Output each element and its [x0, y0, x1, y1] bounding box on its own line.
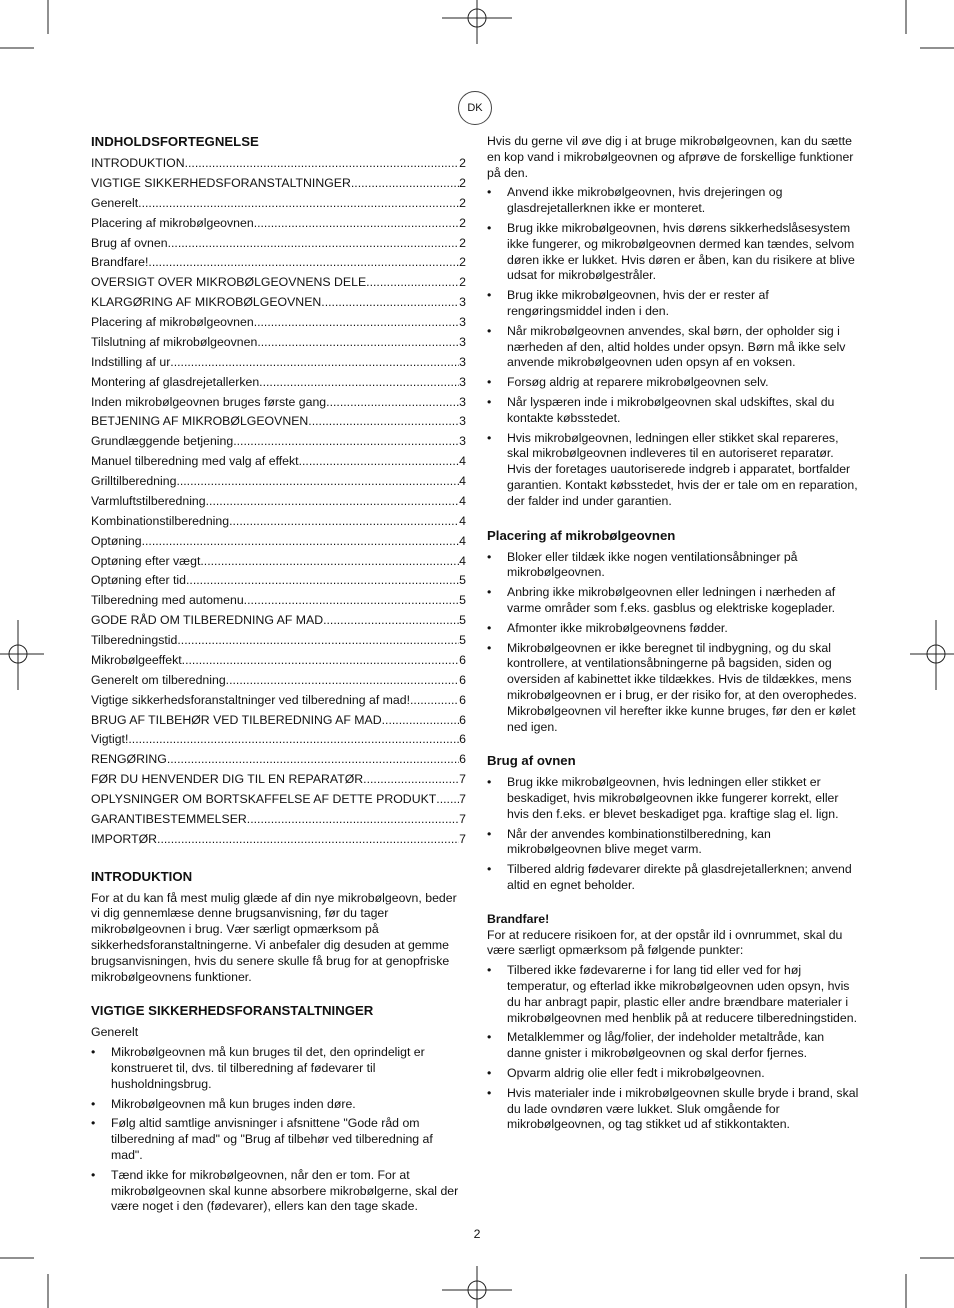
section-introduktion	[91, 869, 466, 986]
brug-heading: Brug af ovnen	[487, 753, 576, 769]
generelt-bullet-list	[91, 1045, 466, 1215]
toc-entry-page: 7	[459, 831, 466, 846]
toc-dot-leader	[206, 494, 460, 510]
toc-entry-page: 5	[459, 633, 466, 647]
toc-entry[interactable]	[91, 494, 466, 514]
toc-entry-page: 7	[459, 811, 466, 826]
toc-dot-leader	[244, 593, 459, 609]
sikkerhed-continued-text: Hvis du gerne vil øve dig i at bruge mikrobølgeovnen, kan du sætte en kop vand i mikrobølgeovnen og afprøve de forskellige funktioner på den.	[487, 134, 854, 180]
toc-dot-leader	[254, 315, 459, 331]
toc-entry[interactable]	[91, 633, 466, 653]
toc-dot-leader	[436, 792, 459, 808]
toc-dot-leader	[186, 573, 459, 589]
toc-dot-leader	[326, 395, 459, 411]
toc-entry[interactable]	[91, 812, 466, 832]
bullet-item: • Når der anvendes kombinationstilberedning, kan mikrobølgeovnen blive meget varm.	[487, 827, 859, 859]
bullet-item: • Når lyspæren inde i mikrobølgeovnen skal udskiftes, skal du kontakte købsstedet.	[487, 395, 859, 427]
toc-dot-leader	[229, 514, 459, 530]
brandfare-intro: For at reducere risikoen for, at der opstår ild i ovnrummet, skal du være særligt opmærksom på følgende punkter:	[487, 927, 843, 958]
toc-entry-title: GODE RÅD OM TILBEREDNING AF MAD	[91, 613, 324, 628]
toc-dot-leader	[148, 255, 459, 271]
bullet-item: • Bloker eller tildæk ikke nogen ventilationsåbninger på mikrobølgeovnen.	[487, 550, 859, 582]
toc-heading: INDHOLDSFORTEGNELSE	[91, 134, 259, 149]
bullet-item: • Brug ikke mikrobølgeovnen, hvis ledningen eller stikket er beskadiget, hvis mikrobølgeovnen ikke fungerer korrekt, eller hvis den f.eks. er blevet beskadiget pga. kraftige slag el. lign.	[487, 775, 859, 822]
toc-entry-title: Tilslutning af mikrobølgeovnen	[91, 334, 258, 349]
brandfare-bullet-list	[487, 963, 859, 1133]
toc-entry[interactable]	[91, 315, 466, 335]
toc-entry-page: 6	[459, 752, 466, 767]
bullet-item: • Mikrobølgeovnen må kun bruges inden døre.	[91, 1097, 466, 1113]
toc-dot-leader	[257, 335, 459, 351]
toc-entry-title: Montering af glasdrejetallerken	[91, 374, 260, 389]
toc-entry-title: BETJENING AF MIKROBØLGEOVNEN	[91, 414, 309, 429]
toc-dot-leader	[226, 673, 459, 689]
toc-entry-title: Manuel tilberedning med valg af effekt	[91, 454, 299, 469]
toc-dot-leader	[254, 216, 459, 232]
toc-entry-title: OPLYSNINGER OM BORTSKAFFELSE AF DETTE PRODUKT	[91, 792, 437, 806]
section-placering	[487, 528, 859, 736]
toc-entry-title: BRUG AF TILBEHØR VED TILBEREDNING AF MAD	[91, 712, 382, 727]
toc-entry-title: INTRODUKTION	[91, 156, 185, 170]
toc-entry-title: OVERSIGT OVER MIKROBØLGEOVNENS DELE	[91, 275, 367, 290]
left-column	[91, 134, 466, 1233]
toc-entry[interactable]	[91, 554, 466, 574]
page-number: 2	[473, 1227, 481, 1241]
right-column	[487, 134, 859, 1151]
toc-entry-page: 2	[459, 235, 466, 250]
toc-entry-page: 2	[459, 195, 466, 210]
bullet-item: • Opvarm aldrig olie eller fedt i mikrobølgeovnen.	[487, 1066, 859, 1082]
toc-dot-leader	[366, 275, 459, 291]
toc-entry[interactable]	[91, 434, 466, 454]
toc-entry-title: FØR DU HENVENDER DIG TIL EN REPARATØR	[91, 772, 364, 787]
toc-entry[interactable]	[91, 713, 466, 733]
bullet-item: • Afmonter ikke mikrobølgeovnens fødder.	[487, 621, 859, 637]
toc-dot-leader	[182, 653, 459, 669]
toc-entry-page: 4	[459, 533, 466, 548]
toc-entry-page: 3	[459, 295, 466, 310]
toc-entry-page: 4	[459, 553, 466, 568]
toc-entry-title: RENGØRING	[91, 752, 167, 767]
toc-entry-page: 2	[459, 175, 466, 190]
toc-dot-leader	[200, 554, 459, 570]
toc-entry[interactable]	[91, 236, 466, 256]
toc-entry-page: 2	[459, 215, 466, 230]
toc-entry-title: Tilberedningstid	[91, 633, 178, 647]
bullet-item: • Tilbered aldrig fødevarer direkte på glasdrejetallerknen; anvend altid en egnet beholder.	[487, 862, 859, 894]
toc-entry-title: Vigtige sikkerhedsforanstaltninger ved tilberedning af mad!	[91, 692, 410, 707]
toc-entry[interactable]	[91, 176, 466, 196]
introduktion-heading: INTRODUKTION	[91, 868, 193, 884]
toc-entry-title: Indstilling af ur	[91, 354, 171, 369]
toc-entry-page: 2	[459, 156, 466, 170]
toc-entry-page: 6	[459, 732, 466, 747]
toc-entry-title: Varmluftstilberedning	[91, 493, 206, 508]
toc-entry-title: Mikrobølgeeffekt	[91, 652, 182, 667]
toc-entry-title: Inden mikrobølgeovnen bruges første gang	[91, 394, 327, 409]
toc-entry[interactable]	[91, 216, 466, 236]
bullet-item: • Hvis materialer inde i mikrobølgeovnen skulle bryde i brand, skal du lade ovndøren være lukket. Sluk omgående for mikrobølgeovnen, og tag stikket ud af stikkontakten.	[487, 1086, 859, 1133]
bullet-item: • Hvis mikrobølgeovnen, ledningen eller stikket skal repareres, skal mikrobølgeovnen indleveres til en autoriseret reparatør. Hvis der foretages uautoriserede indgreb i apparatet, bortfalder garantien. Kontakt købsstedet, hvis der er tale om en reparation, der falder ind under garantien.	[487, 431, 859, 510]
toc-entry-page: 7	[459, 792, 466, 806]
toc-entry-title: IMPORTØR	[91, 831, 158, 846]
toc-entry-page: 3	[459, 374, 466, 389]
toc-dot-leader	[410, 693, 459, 709]
section-brandfare	[487, 912, 859, 1133]
toc-entry-title: Optøning	[91, 533, 142, 548]
toc-entry-page: 4	[459, 493, 466, 508]
placering-bullet-list	[487, 550, 859, 736]
toc-entry-page: 6	[459, 712, 466, 727]
toc-entry-title: Vigtigt!	[91, 732, 129, 747]
bullet-item: • Anbring ikke mikrobølgeovnen eller ledningen i nærheden af varme områder som f.eks. gasblus og elektriske kogeplader.	[487, 585, 859, 617]
sikkerhed-heading: VIGTIGE SIKKERHEDSFORANSTALTNINGER	[91, 1003, 374, 1019]
toc-entry[interactable]	[91, 454, 466, 474]
bullet-item: • Følg altid samtlige anvisninger i afsnittene "Gode råd om tilberedning af mad" og "Brug af tilbehør ved tilberedning af mad".	[91, 1116, 466, 1163]
brug-bullet-list	[487, 775, 859, 894]
bullet-item: • Anvend ikke mikrobølgeovnen, hvis drejeringen og glasdrejetallerknen ikke er monteret.	[487, 185, 859, 217]
toc-dot-leader	[176, 474, 459, 490]
toc-dot-leader	[168, 236, 460, 252]
toc-entry-page: 3	[459, 394, 466, 409]
section-brug	[487, 753, 859, 894]
toc-dot-leader	[351, 176, 459, 192]
toc-entry-page: 3	[459, 315, 466, 329]
toc-entry-title: Kombinationstilberedning	[91, 513, 230, 528]
table-of-contents	[91, 156, 466, 852]
toc-entry-page: 6	[459, 652, 466, 667]
toc-entry-page: 3	[459, 354, 466, 369]
toc-dot-leader	[142, 534, 460, 550]
toc-entry[interactable]	[91, 613, 466, 633]
introduktion-text: For at du kan få mest mulig glæde af din nye mikrobølgeovn, beder vi dig gennemlæse denne brugsanvisning, før du tager mikrobølgeovnen i brug. Vær særligt opmærksom på sikkerhedsforanstaltningerne. Vi anbefaler dig desuden at gemme brugsanvisningen, hvis du senere skulle få brug for at genopfriske mikrobølgeovnens funktioner.	[91, 890, 457, 984]
section-sikkerhed	[91, 1003, 466, 1215]
toc-dot-leader	[170, 355, 459, 371]
toc-entry[interactable]	[91, 255, 466, 275]
toc-entry[interactable]	[91, 752, 466, 772]
toc-dot-leader	[299, 454, 460, 470]
toc-dot-leader	[177, 633, 459, 649]
toc-entry[interactable]	[91, 395, 466, 415]
toc-entry-title: Tilberedning med automenu	[91, 593, 244, 608]
toc-entry[interactable]	[91, 573, 466, 593]
toc-entry-title: VIGTIGE SIKKERHEDSFORANSTALTNINGER	[91, 175, 351, 190]
toc-entry-title: Optøning efter tid	[91, 573, 187, 588]
toc-entry-title: Optøning efter vægt	[91, 553, 201, 568]
toc-entry[interactable]	[91, 474, 466, 494]
toc-entry-title: GARANTIBESTEMMELSER	[91, 811, 247, 826]
toc-dot-leader	[138, 196, 459, 212]
toc-entry[interactable]	[91, 275, 466, 295]
bullet-item: • Brug ikke mikrobølgeovnen, hvis dørens sikkerhedslåsesystem ikke fungerer, og mikrobølgeovnen dermed kan tændes, selvom døren ikke er lukket. Hvis døren er åben, kan du risikere at blive udsat for mikrobølgestråler.	[487, 221, 859, 284]
toc-dot-leader	[167, 752, 459, 768]
toc-entry-page: 7	[459, 772, 466, 787]
toc-entry[interactable]	[91, 792, 466, 812]
toc-entry-page: 5	[459, 593, 466, 608]
bullet-item: • Brug ikke mikrobølgeovnen, hvis der er rester af rengøringsmiddel inden i den.	[487, 288, 859, 320]
toc-entry[interactable]	[91, 414, 466, 434]
brandfare-heading: Brandfare!	[487, 911, 550, 926]
toc-entry[interactable]	[91, 534, 466, 554]
toc-entry-page: 4	[459, 474, 466, 488]
bullet-item: • Når mikrobølgeovnen anvendes, skal børn, der opholder sig i nærheden af den, altid holdes under opsyn. Børn må ikke selv anvende mikrobølgeovnen uden opsyn af en voksen.	[487, 324, 859, 371]
toc-entry-page: 5	[459, 573, 466, 588]
sikkerhed-bullet-list	[487, 185, 859, 509]
toc-entry-title: Brug af ovnen	[91, 235, 168, 250]
toc-dot-leader	[308, 414, 459, 430]
toc-entry-title: Grundlæggende betjening	[91, 434, 234, 449]
toc-entry-title: Brandfare!	[91, 255, 149, 270]
bullet-item: • Mikrobølgeovnen må kun bruges til det, den oprindeligt er konstrueret til, dvs. til tilberedning af fødevarer til husholdningsbrug.	[91, 1045, 466, 1092]
toc-entry-title: Generelt	[91, 195, 139, 210]
toc-dot-leader	[321, 295, 459, 311]
toc-entry[interactable]	[91, 772, 466, 792]
toc-dot-leader	[185, 156, 460, 172]
toc-entry-page: 6	[459, 672, 466, 687]
toc-entry[interactable]	[91, 653, 466, 673]
toc-entry-page: 2	[459, 275, 466, 290]
toc-entry-page: 5	[459, 613, 466, 628]
toc-entry-title: Grilltilberedning	[91, 474, 177, 488]
generelt-subheading: Generelt	[91, 1025, 139, 1040]
toc-entry[interactable]	[91, 593, 466, 613]
toc-dot-leader	[247, 812, 459, 828]
toc-entry[interactable]	[91, 832, 466, 852]
toc-entry[interactable]	[91, 295, 466, 315]
toc-entry-title: Generelt om tilberedning	[91, 672, 226, 687]
toc-entry-title: Placering af mikrobølgeovnen	[91, 215, 254, 230]
toc-dot-leader	[323, 613, 459, 629]
toc-entry[interactable]	[91, 355, 466, 375]
toc-entry[interactable]	[91, 673, 466, 693]
toc-entry[interactable]	[91, 732, 466, 752]
toc-dot-leader	[382, 713, 460, 729]
toc-entry-page: 3	[459, 334, 466, 349]
toc-entry[interactable]	[91, 375, 466, 395]
toc-entry-title: Placering af mikrobølgeovnen	[91, 315, 254, 329]
toc-entry-page: 4	[459, 454, 466, 469]
toc-entry[interactable]	[91, 514, 466, 534]
toc-entry-page: 4	[459, 513, 466, 528]
toc-entry[interactable]	[91, 196, 466, 216]
toc-dot-leader	[363, 772, 459, 788]
toc-entry[interactable]	[91, 156, 466, 176]
toc-dot-leader	[233, 434, 459, 450]
placering-heading: Placering af mikrobølgeovnen	[487, 527, 676, 543]
toc-entry-page: 3	[459, 434, 466, 449]
language-badge: DK	[458, 91, 492, 125]
toc-dot-leader	[259, 375, 459, 391]
bullet-item: • Tilbered ikke fødevarerne i for lang tid eller ved for høj temperatur, og efterlad ikke mikrobølgeovnen uden opsyn, hvis du har anbragt papir, plastic eller andre brændbare materialer i mikrobølgeovnen med henblik på at reducere tilberedningstiden.	[487, 963, 859, 1026]
toc-entry[interactable]	[91, 693, 466, 713]
toc-dot-leader	[128, 732, 459, 748]
bullet-item: • Tænd ikke for mikrobølgeovnen, når den er tom. For at mikrobølgeovnen skal kunne absorbere mikrobølgerne, skal der være noget i den (fødevarer), ellers kan den tage skade.	[91, 1168, 466, 1215]
bullet-item: • Mikrobølgeovnen er ikke beregnet til indbygning, og du skal kontrollere, at ventilationsåbningerne på bagsiden, siden og oversiden af kabinettet ikke tildækkes. Hvis de tildækkes, mens mikrobølgeovnen er i brug, er der risiko for, at den overophedes. Mikrobølgeovnen vil herefter ikke kunne bruges, før den er kølet ned igen.	[487, 641, 859, 736]
toc-entry-page: 2	[459, 255, 466, 270]
toc-dot-leader	[157, 832, 459, 848]
toc-entry-page: 3	[459, 414, 466, 429]
toc-entry-title: KLARGØRING AF MIKROBØLGEOVNEN	[91, 295, 322, 310]
bullet-item: • Metalklemmer og låg/folier, der indeholder metaltråde, kan danne gnister i mikrobølgeovnen og skal derfor fjernes.	[487, 1030, 859, 1062]
bullet-item: • Forsøg aldrig at reparere mikrobølgeovnen selv.	[487, 375, 859, 391]
toc-entry-page: 6	[459, 692, 466, 707]
toc-entry[interactable]	[91, 335, 466, 355]
